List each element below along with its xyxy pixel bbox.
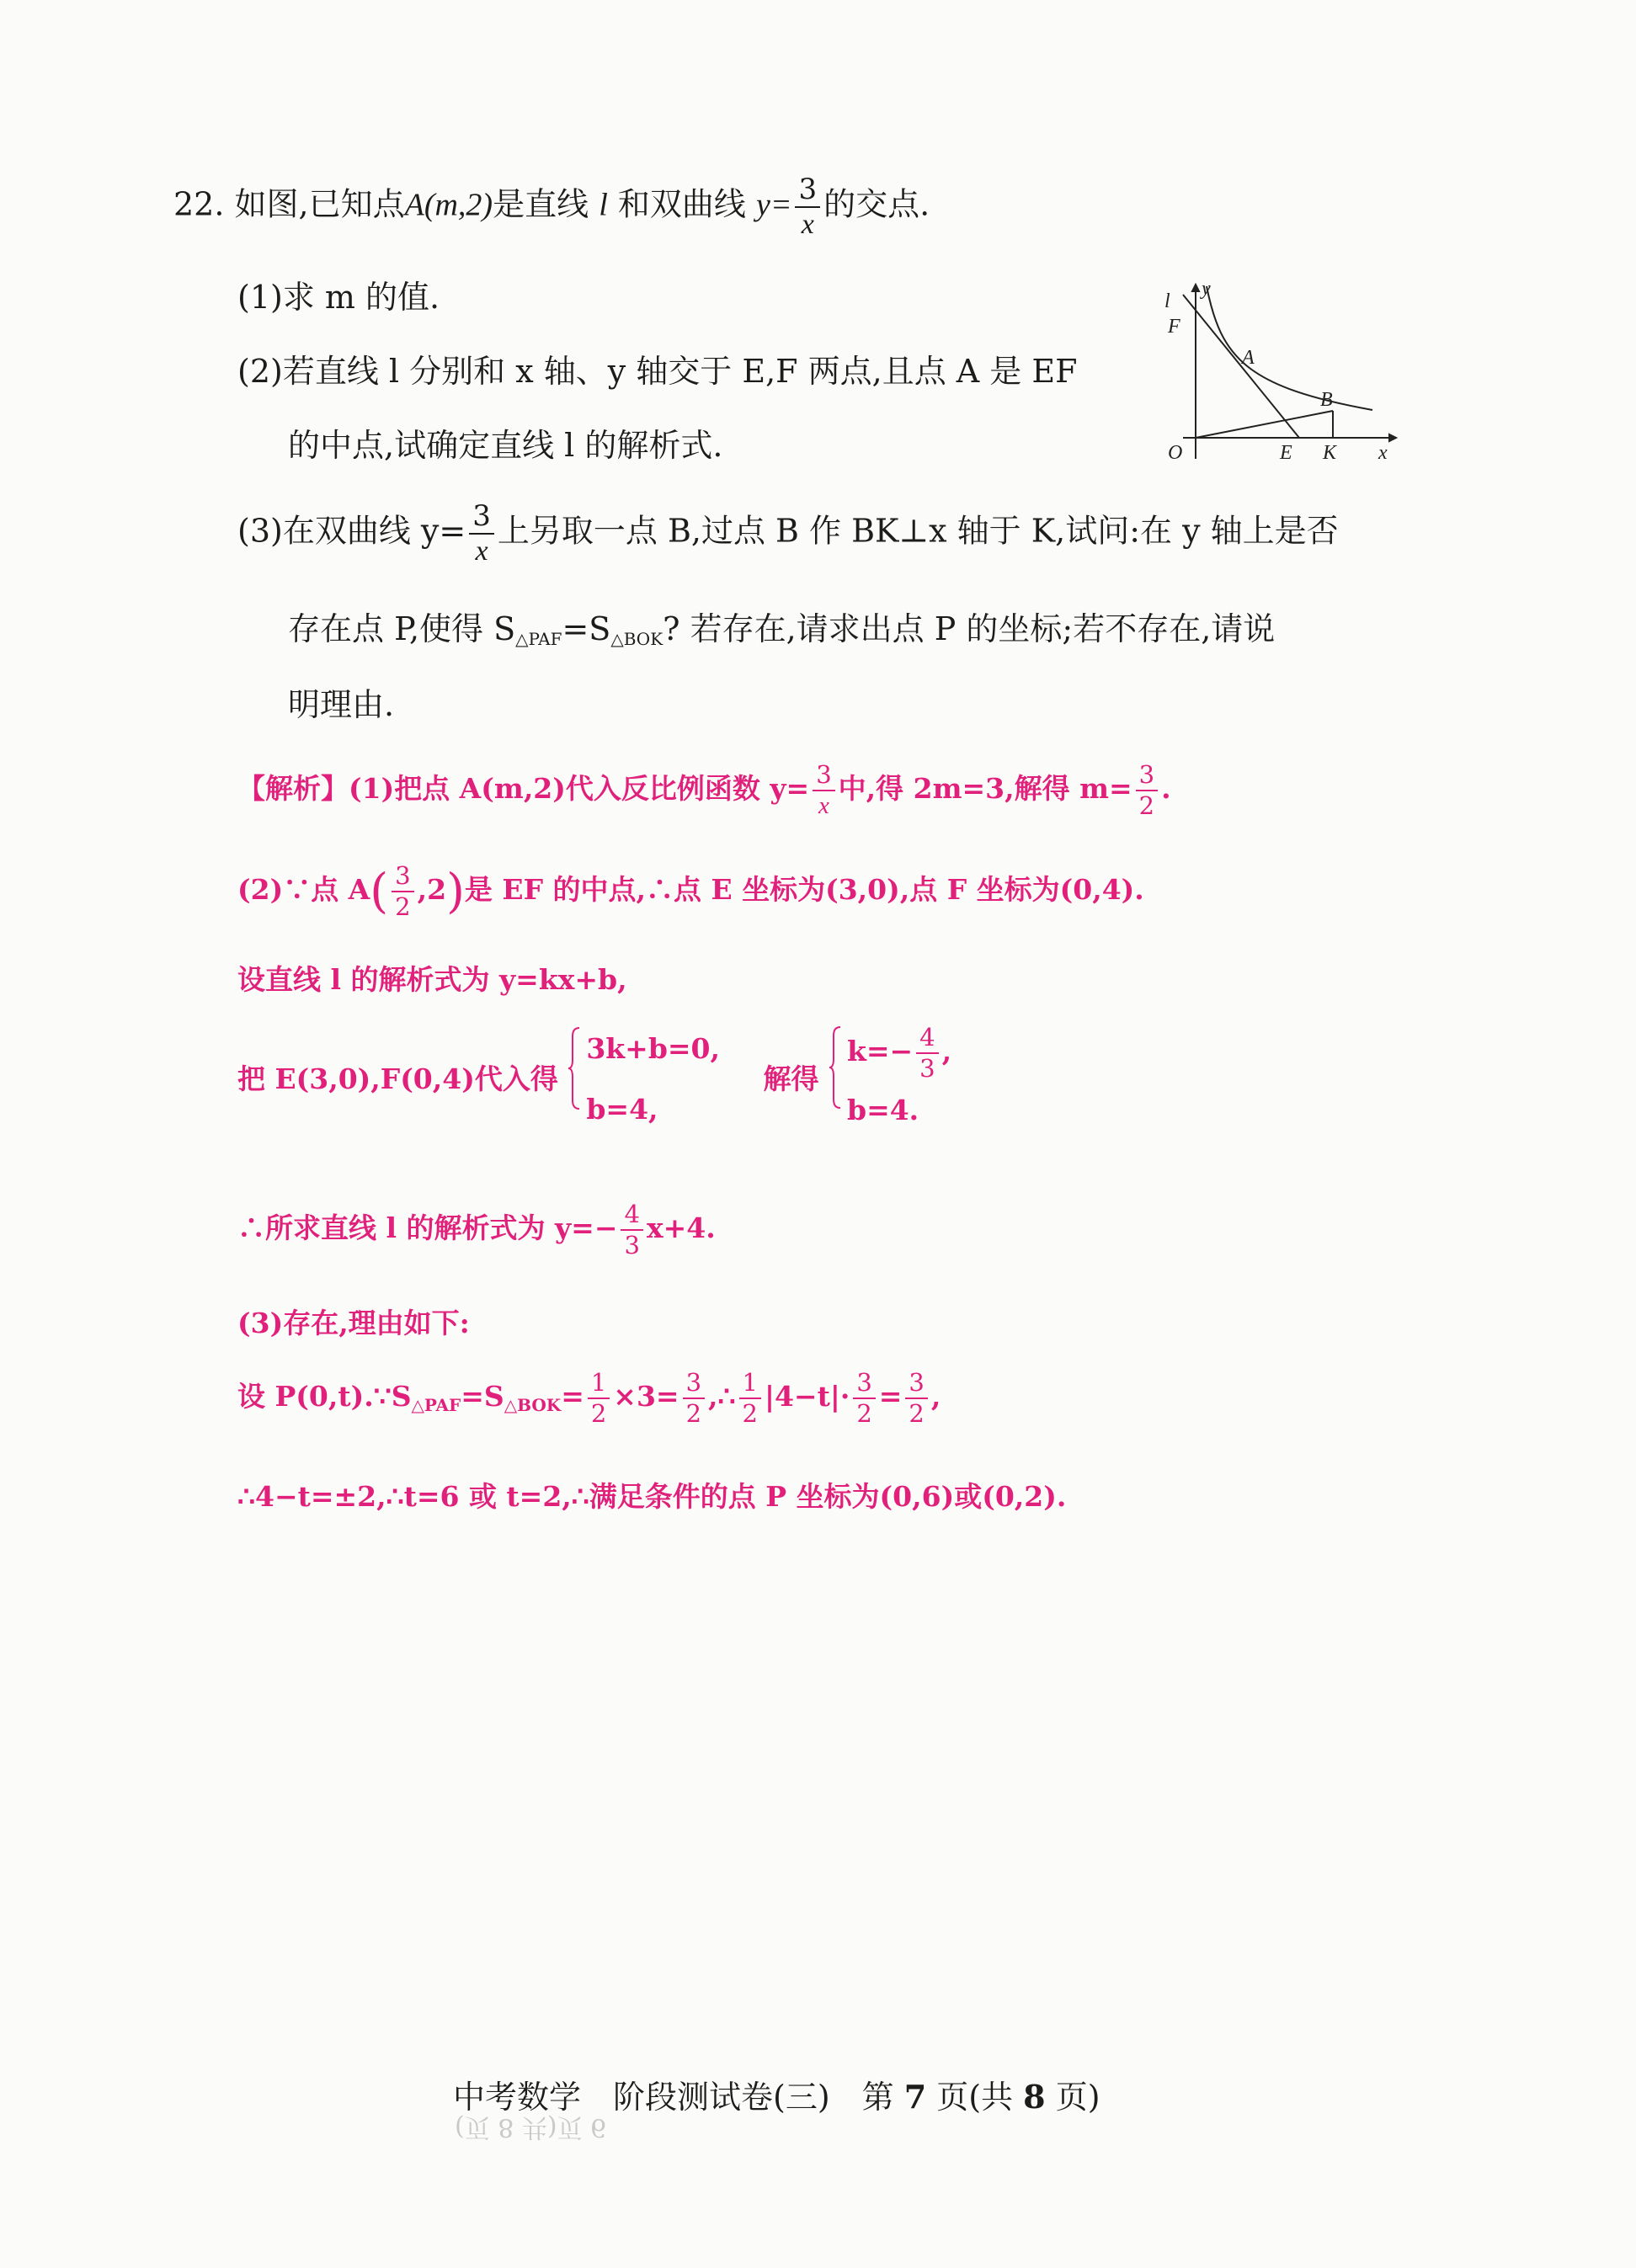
solution-line-8: ∴4−t=±2,∴t=6 或 t=2,∴满足条件的点 P 坐标为(0,6)或(0,2). bbox=[237, 1480, 1067, 1513]
part-1: (1)求 m 的值. bbox=[237, 279, 440, 316]
part-2-line-1: (2)若直线 l 分别和 x 轴、y 轴交于 E,F 两点,且点 A 是 EF bbox=[237, 353, 1078, 390]
solution-line-3: 设直线 l 的解析式为 y=kx+b, bbox=[237, 963, 627, 996]
fraction-4-over-3: $\frac{4}{3}$ bbox=[916, 1025, 938, 1081]
solution-line-5: ∴所求直线 l 的解析式为 y=− $\frac{4}{3}$ x+4. bbox=[237, 1200, 716, 1259]
problem-stem: 22. 如图,已知点A(m,2)是直线 l 和双曲线 y= $\frac{3}{x}$ 的交点. bbox=[173, 173, 930, 240]
solution-line-1: 【解析】(1)把点 A(m,2)代入反比例函数 y= $\frac{3}{x}$ 中,得 2m=3,解得 m= $\frac{3}{2}$ . bbox=[237, 760, 1171, 820]
label-l: l bbox=[1164, 290, 1170, 312]
bleed-through-footer: (页 8 共)页 6 bbox=[455, 2112, 607, 2142]
label-O: O bbox=[1168, 442, 1183, 464]
solution-line-7: 设 $P(0,t).\because S_{\triangle PAF}=S_{\triangle BOK}=$ $\frac{1}{2}$ ×3= $\frac{3}{2}$ ,∴ $\frac{1}{2}$ |4−t|· $\frac{3}{2}$ = $\frac{3}{2}$ , bbox=[237, 1368, 941, 1428]
part-3-line-3: 明理由. bbox=[288, 686, 395, 723]
solution-tag: 【解析】 bbox=[237, 772, 349, 805]
fraction-3-over-2: $\frac{3}{2}$ bbox=[1136, 763, 1158, 818]
label-K: K bbox=[1323, 442, 1337, 464]
part-2-line-2: 的中点,试确定直线 l 的解析式. bbox=[288, 427, 723, 464]
solution-line-2: (2)∵点 A( $\frac{3}{2}$ ,2)是 EF 的中点,∴点 E 坐标为(3,0),点 F 坐标为(0,4). bbox=[237, 861, 1144, 921]
page-footer: 中考数学 阶段测试卷(三) 第 7 页(共 8 页) bbox=[453, 2078, 1100, 2116]
coordinate-figure bbox=[1158, 278, 1410, 471]
label-E: E bbox=[1280, 442, 1292, 464]
x-axis-arrow bbox=[1389, 434, 1396, 441]
fraction-3-over-x: $\frac{3}{x}$ bbox=[795, 175, 820, 239]
label-x: x bbox=[1378, 442, 1388, 464]
part-3-line-2: 存在点 P,使得 $S_{\triangle PAF}=S_{\triangle BOK}$? 若存在,请求出点 P 的坐标;若不存在,请说 bbox=[288, 610, 1276, 649]
equation-system-2: k=− $\frac{4}{3}$ , b=4. bbox=[829, 1025, 951, 1129]
solution-line-4: 把 E(3,0),F(0,4)代入得 3k+b=0, b=4, 解得 k=− $\frac{4}{3}$ , b=4. bbox=[237, 1025, 951, 1129]
line-l bbox=[1183, 295, 1299, 438]
label-B: B bbox=[1320, 389, 1333, 411]
equation-system-1: 3k+b=0, b=4, bbox=[568, 1026, 720, 1129]
solution-line-6: (3)存在,理由如下: bbox=[237, 1307, 470, 1339]
label-F: F bbox=[1168, 316, 1180, 338]
hyperbola-curve bbox=[1207, 286, 1372, 410]
fraction-3-over-2: $\frac{3}{2}$ bbox=[392, 864, 413, 919]
y-axis-arrow bbox=[1192, 285, 1199, 291]
segment-OB bbox=[1196, 411, 1333, 438]
part-3-line-1: (3)在双曲线 y= $\frac{3}{x}$ 上另取一点 B,过点 B 作 BK⊥x 轴于 K,试问:在 y 轴上是否 bbox=[237, 499, 1339, 567]
fraction-3-over-x: $\frac{3}{x}$ bbox=[469, 502, 494, 566]
fraction-4-over-3: $\frac{4}{3}$ bbox=[621, 1202, 642, 1258]
label-A: A bbox=[1242, 347, 1255, 369]
problem-number: 22. bbox=[173, 185, 225, 223]
label-y: y bbox=[1202, 278, 1211, 300]
fraction-3-over-x: $\frac{3}{x}$ bbox=[813, 763, 834, 818]
